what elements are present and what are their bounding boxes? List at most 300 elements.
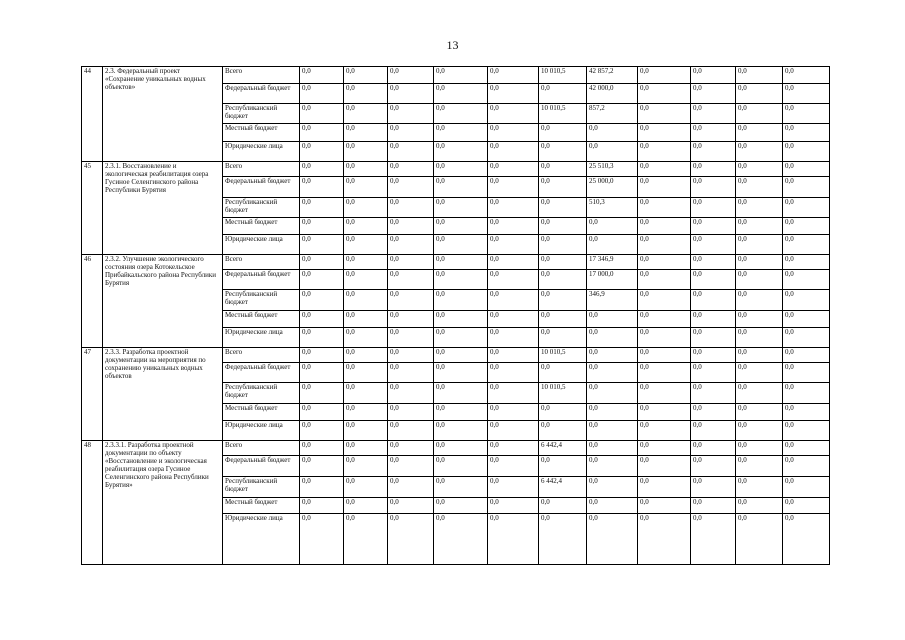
value-cell: 0,0 [300,198,344,218]
value-cell: 0,0 [488,198,539,218]
value-cell: 0,0 [638,218,691,235]
value-cell: 0,0 [344,363,388,383]
value-cell: 0,0 [587,441,638,456]
value-cell: 0,0 [691,404,736,421]
value-cell: 0,0 [539,177,587,198]
value-cell: 0,0 [388,290,434,311]
funding-source: Всего [223,67,300,84]
value-cell: 0,0 [388,404,434,421]
value-cell: 0,0 [300,162,344,177]
value-cell: 0,0 [638,198,691,218]
table-row [82,162,830,177]
value-cell: 0,0 [691,162,736,177]
value-cell: 0,0 [539,255,587,270]
value-cell: 0,0 [736,218,783,235]
value-cell: 25 510,3 [587,162,638,177]
value-cell: 0,0 [388,441,434,456]
value-cell: 0,0 [783,441,830,456]
value-cell: 0,0 [783,477,830,498]
value-cell: 0,0 [638,255,691,270]
funding-source: Местный бюджет [223,311,300,328]
value-cell: 10 010,5 [539,348,587,363]
value-cell: 0,0 [587,348,638,363]
value-cell: 42 000,0 [587,84,638,104]
value-cell: 0,0 [638,514,691,565]
value-cell: 0,0 [434,198,488,218]
value-cell: 0,0 [783,255,830,270]
table-row [82,67,830,84]
value-cell: 0,0 [783,363,830,383]
funding-source: Федеральный бюджет [223,177,300,198]
value-cell: 0,0 [783,404,830,421]
value-cell: 0,0 [691,498,736,514]
value-cell: 10 010,5 [539,67,587,84]
value-cell: 0,0 [488,235,539,255]
value-cell: 0,0 [783,142,830,162]
value-cell: 0,0 [488,328,539,348]
value-cell: 0,0 [300,311,344,328]
value-cell: 0,0 [344,328,388,348]
value-cell: 0,0 [783,498,830,514]
value-cell: 0,0 [736,104,783,124]
value-cell: 0,0 [783,328,830,348]
funding-source: Юридические лица [223,421,300,441]
value-cell: 0,0 [300,328,344,348]
value-cell: 0,0 [638,177,691,198]
value-cell: 0,0 [434,124,488,142]
budget-table [81,66,830,565]
value-cell: 0,0 [587,498,638,514]
value-cell: 0,0 [344,177,388,198]
value-cell: 0,0 [388,498,434,514]
value-cell: 0,0 [300,124,344,142]
value-cell: 0,0 [300,421,344,441]
value-cell: 0,0 [434,383,488,404]
value-cell: 0,0 [638,104,691,124]
value-cell: 0,0 [434,348,488,363]
value-cell: 0,0 [388,67,434,84]
value-cell: 0,0 [488,67,539,84]
value-cell: 0,0 [691,142,736,162]
value-cell: 0,0 [539,162,587,177]
value-cell: 0,0 [539,514,587,565]
value-cell: 0,0 [736,290,783,311]
value-cell: 0,0 [344,124,388,142]
value-cell: 0,0 [388,514,434,565]
value-cell: 0,0 [783,124,830,142]
value-cell: 0,0 [587,218,638,235]
value-cell: 0,0 [691,383,736,404]
value-cell: 0,0 [344,290,388,311]
funding-source: Всего [223,441,300,456]
value-cell: 857,2 [587,104,638,124]
row-number: 48 [82,441,103,565]
value-cell: 0,0 [783,421,830,441]
value-cell: 0,0 [300,142,344,162]
funding-source: Всего [223,255,300,270]
value-cell: 0,0 [300,255,344,270]
table-row [82,441,830,456]
value-cell: 0,0 [300,104,344,124]
value-cell: 0,0 [783,311,830,328]
value-cell: 0,0 [388,218,434,235]
value-cell: 0,0 [300,270,344,290]
value-cell: 0,0 [488,104,539,124]
funding-source: Республиканский бюджет [223,383,300,404]
value-cell: 0,0 [539,290,587,311]
measure-name: 2.3.2. Улучшение экологического состояния озера Котокельское Прибайкальского района Республики Бурятия [103,255,223,348]
funding-source: Местный бюджет [223,124,300,142]
value-cell: 0,0 [300,363,344,383]
value-cell: 0,0 [488,84,539,104]
value-cell: 0,0 [736,441,783,456]
value-cell: 0,0 [434,142,488,162]
value-cell: 0,0 [638,383,691,404]
value-cell: 0,0 [344,104,388,124]
value-cell: 0,0 [783,198,830,218]
value-cell: 0,0 [434,270,488,290]
value-cell: 0,0 [691,198,736,218]
value-cell: 0,0 [434,421,488,441]
value-cell: 0,0 [736,311,783,328]
value-cell: 0,0 [344,421,388,441]
value-cell: 0,0 [736,177,783,198]
value-cell: 0,0 [587,514,638,565]
value-cell: 0,0 [388,328,434,348]
value-cell: 0,0 [783,383,830,404]
funding-source: Всего [223,162,300,177]
value-cell: 0,0 [388,348,434,363]
value-cell: 0,0 [691,124,736,142]
value-cell: 0,0 [691,348,736,363]
value-cell: 0,0 [638,311,691,328]
value-cell: 0,0 [539,404,587,421]
value-cell: 0,0 [344,270,388,290]
value-cell: 17 346,9 [587,255,638,270]
value-cell: 0,0 [638,421,691,441]
value-cell: 0,0 [488,383,539,404]
value-cell: 10 010,5 [539,104,587,124]
value-cell: 0,0 [300,84,344,104]
value-cell: 0,0 [539,311,587,328]
value-cell: 0,0 [783,104,830,124]
value-cell: 0,0 [736,255,783,270]
value-cell: 25 000,0 [587,177,638,198]
value-cell: 0,0 [691,456,736,477]
value-cell: 0,0 [736,67,783,84]
value-cell: 0,0 [488,142,539,162]
value-cell: 0,0 [587,124,638,142]
value-cell: 0,0 [300,290,344,311]
value-cell: 0,0 [434,104,488,124]
value-cell: 0,0 [434,67,488,84]
value-cell: 0,0 [539,124,587,142]
value-cell: 0,0 [638,404,691,421]
value-cell: 0,0 [638,235,691,255]
value-cell: 0,0 [638,142,691,162]
value-cell: 0,0 [344,198,388,218]
value-cell: 0,0 [300,456,344,477]
funding-source: Всего [223,348,300,363]
value-cell: 0,0 [388,456,434,477]
value-cell: 0,0 [783,84,830,104]
value-cell: 0,0 [388,421,434,441]
value-cell: 0,0 [539,498,587,514]
value-cell: 0,0 [300,514,344,565]
value-cell: 6 442,4 [539,477,587,498]
value-cell: 0,0 [587,363,638,383]
value-cell: 0,0 [638,290,691,311]
value-cell: 0,0 [587,421,638,441]
value-cell: 0,0 [300,404,344,421]
value-cell: 0,0 [638,124,691,142]
value-cell: 0,0 [638,328,691,348]
value-cell: 0,0 [344,255,388,270]
funding-source: Республиканский бюджет [223,104,300,124]
value-cell: 0,0 [434,441,488,456]
value-cell: 0,0 [736,84,783,104]
value-cell: 0,0 [434,290,488,311]
value-cell: 0,0 [344,348,388,363]
value-cell: 0,0 [587,328,638,348]
value-cell: 0,0 [434,177,488,198]
value-cell: 0,0 [388,84,434,104]
value-cell: 0,0 [344,477,388,498]
value-cell: 0,0 [488,477,539,498]
value-cell: 0,0 [736,421,783,441]
funding-source: Республиканский бюджет [223,477,300,498]
value-cell: 0,0 [434,404,488,421]
value-cell: 0,0 [488,421,539,441]
value-cell: 0,0 [388,104,434,124]
value-cell: 0,0 [736,162,783,177]
value-cell: 0,0 [783,177,830,198]
value-cell: 0,0 [344,441,388,456]
funding-source: Федеральный бюджет [223,84,300,104]
value-cell: 0,0 [638,498,691,514]
value-cell: 42 857,2 [587,67,638,84]
value-cell: 0,0 [736,477,783,498]
value-cell: 0,0 [638,456,691,477]
value-cell: 0,0 [344,383,388,404]
funding-source: Республиканский бюджет [223,198,300,218]
page-number: 13 [446,38,459,52]
value-cell: 0,0 [638,363,691,383]
value-cell: 0,0 [587,456,638,477]
value-cell: 0,0 [691,218,736,235]
value-cell: 0,0 [691,421,736,441]
funding-source: Юридические лица [223,235,300,255]
value-cell: 0,0 [300,441,344,456]
value-cell: 0,0 [344,67,388,84]
value-cell: 0,0 [434,456,488,477]
value-cell: 0,0 [388,162,434,177]
value-cell: 0,0 [783,162,830,177]
value-cell: 0,0 [388,477,434,498]
value-cell: 346,9 [587,290,638,311]
measure-name: 2.3.3. Разработка проектной документации на мероприятия по сохранению уникальных водных объектов [103,348,223,441]
value-cell: 0,0 [300,383,344,404]
value-cell: 0,0 [783,218,830,235]
value-cell: 0,0 [539,84,587,104]
value-cell: 0,0 [587,235,638,255]
funding-source: Местный бюджет [223,498,300,514]
value-cell: 0,0 [300,235,344,255]
value-cell: 0,0 [434,311,488,328]
value-cell: 0,0 [691,67,736,84]
value-cell: 0,0 [300,218,344,235]
value-cell: 0,0 [691,255,736,270]
value-cell: 0,0 [587,311,638,328]
value-cell: 0,0 [539,270,587,290]
value-cell: 0,0 [388,311,434,328]
value-cell: 0,0 [488,290,539,311]
value-cell: 510,3 [587,198,638,218]
value-cell: 0,0 [691,441,736,456]
value-cell: 0,0 [488,441,539,456]
value-cell: 0,0 [488,498,539,514]
value-cell: 0,0 [691,514,736,565]
value-cell: 0,0 [539,421,587,441]
value-cell: 0,0 [736,124,783,142]
value-cell: 0,0 [388,383,434,404]
row-number: 46 [82,255,103,348]
value-cell: 0,0 [488,255,539,270]
value-cell: 0,0 [691,328,736,348]
measure-name: 2.3. Федеральный проект «Сохранение уникальных водных объектов» [103,67,223,162]
funding-source: Юридические лица [223,142,300,162]
measure-name: 2.3.1. Восстановление и экологическая реабилитация озера Гусиное Селенгинского района Республики Бурятия [103,162,223,255]
value-cell: 0,0 [488,514,539,565]
value-cell: 0,0 [587,404,638,421]
value-cell: 0,0 [434,363,488,383]
value-cell: 0,0 [488,270,539,290]
value-cell: 0,0 [783,67,830,84]
funding-source: Федеральный бюджет [223,456,300,477]
funding-source: Федеральный бюджет [223,363,300,383]
table-row [82,348,830,363]
value-cell: 0,0 [488,177,539,198]
value-cell: 0,0 [344,84,388,104]
value-cell: 0,0 [300,477,344,498]
value-cell: 0,0 [344,235,388,255]
value-cell: 0,0 [539,142,587,162]
value-cell: 0,0 [638,441,691,456]
value-cell: 0,0 [638,270,691,290]
value-cell: 0,0 [388,198,434,218]
value-cell: 0,0 [691,290,736,311]
value-cell: 0,0 [783,270,830,290]
value-cell: 0,0 [488,124,539,142]
value-cell: 0,0 [691,104,736,124]
value-cell: 0,0 [736,270,783,290]
value-cell: 0,0 [736,235,783,255]
row-number: 47 [82,348,103,441]
value-cell: 0,0 [691,363,736,383]
value-cell: 0,0 [388,235,434,255]
value-cell: 0,0 [434,498,488,514]
value-cell: 0,0 [638,348,691,363]
value-cell: 0,0 [344,456,388,477]
value-cell: 17 000,0 [587,270,638,290]
measure-name: 2.3.3.1. Разработка проектной документации по объекту «Восстановление и экологическая реабилитация озера Гусиное Селенгинского района Республики Бурятия» [103,441,223,565]
value-cell: 0,0 [388,142,434,162]
value-cell: 0,0 [434,235,488,255]
value-cell: 0,0 [783,348,830,363]
value-cell: 0,0 [783,456,830,477]
value-cell: 0,0 [434,84,488,104]
value-cell: 0,0 [638,84,691,104]
value-cell: 0,0 [434,328,488,348]
value-cell: 0,0 [736,514,783,565]
value-cell: 0,0 [388,270,434,290]
value-cell: 0,0 [488,218,539,235]
value-cell: 0,0 [434,255,488,270]
value-cell: 0,0 [587,142,638,162]
value-cell: 0,0 [300,67,344,84]
value-cell: 0,0 [783,235,830,255]
value-cell: 0,0 [488,348,539,363]
value-cell: 0,0 [300,498,344,514]
value-cell: 0,0 [691,235,736,255]
value-cell: 0,0 [388,177,434,198]
value-cell: 0,0 [434,218,488,235]
value-cell: 0,0 [539,456,587,477]
value-cell: 0,0 [344,162,388,177]
value-cell: 0,0 [736,498,783,514]
value-cell: 0,0 [736,198,783,218]
value-cell: 0,0 [488,404,539,421]
row-number: 45 [82,162,103,255]
value-cell: 0,0 [736,383,783,404]
value-cell: 0,0 [736,404,783,421]
value-cell: 0,0 [539,363,587,383]
value-cell: 0,0 [638,477,691,498]
value-cell: 0,0 [388,255,434,270]
value-cell: 0,0 [736,328,783,348]
value-cell: 0,0 [300,348,344,363]
value-cell: 0,0 [783,514,830,565]
value-cell: 0,0 [691,177,736,198]
value-cell: 0,0 [344,142,388,162]
value-cell: 0,0 [587,477,638,498]
value-cell: 0,0 [539,198,587,218]
value-cell: 0,0 [736,348,783,363]
value-cell: 0,0 [388,124,434,142]
value-cell: 0,0 [691,270,736,290]
value-cell: 6 442,4 [539,441,587,456]
value-cell: 0,0 [434,477,488,498]
value-cell: 0,0 [344,311,388,328]
funding-source: Юридические лица [223,328,300,348]
value-cell: 0,0 [736,456,783,477]
value-cell: 0,0 [539,235,587,255]
value-cell: 0,0 [488,162,539,177]
value-cell: 0,0 [736,363,783,383]
value-cell: 0,0 [488,311,539,328]
value-cell: 0,0 [783,290,830,311]
funding-source: Республиканский бюджет [223,290,300,311]
value-cell: 0,0 [691,477,736,498]
funding-source: Юридические лица [223,514,300,565]
value-cell: 0,0 [488,456,539,477]
value-cell: 0,0 [344,218,388,235]
value-cell: 0,0 [638,67,691,84]
value-cell: 0,0 [539,218,587,235]
value-cell: 0,0 [587,383,638,404]
value-cell: 0,0 [434,514,488,565]
value-cell: 0,0 [736,142,783,162]
